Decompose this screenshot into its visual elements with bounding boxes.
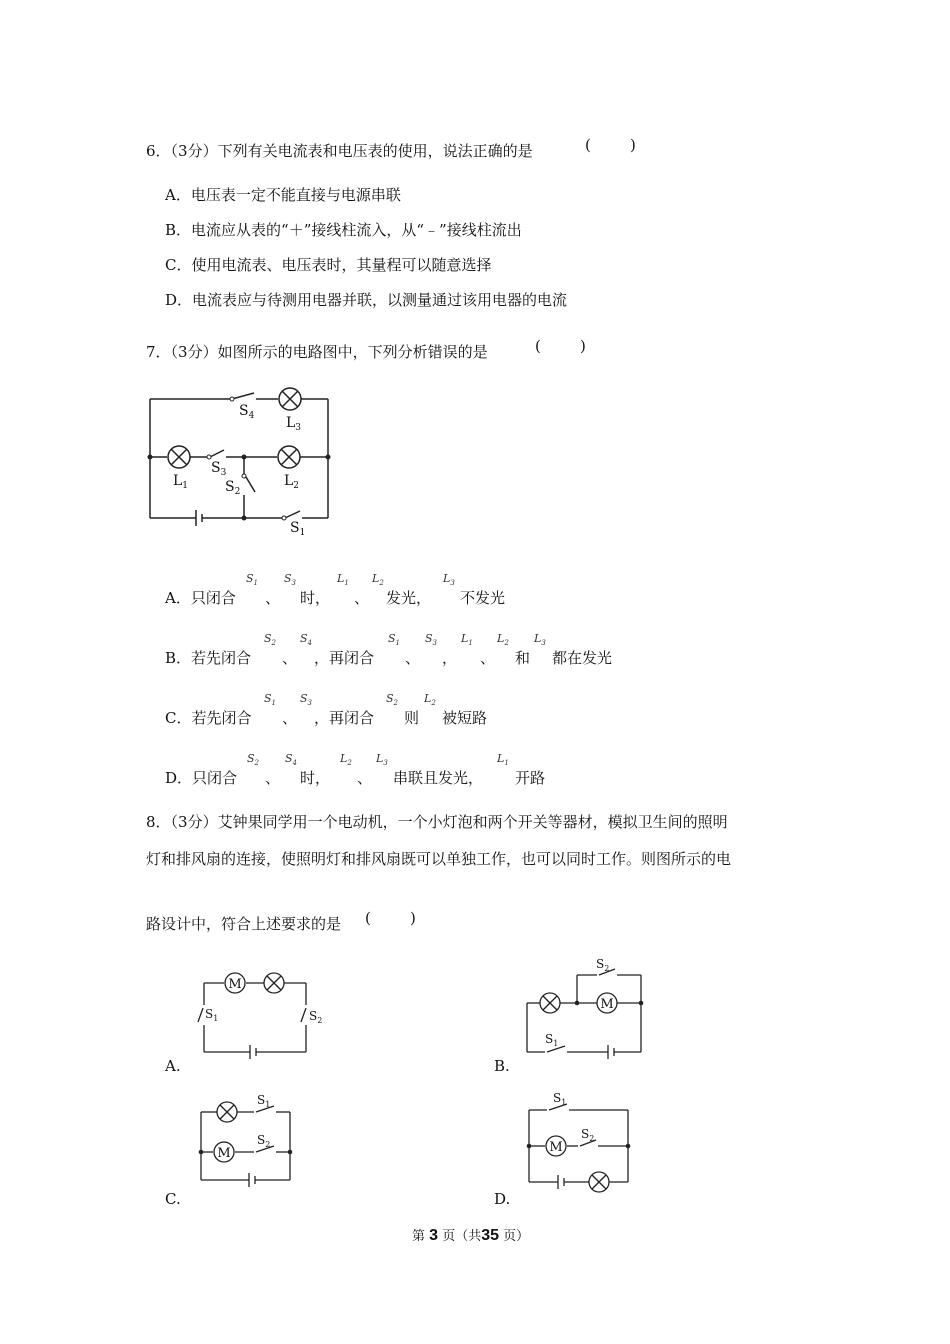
q6-stem: 6．（3分）下列有关电流表和电压表的使用，说法正确的是 xyxy=(146,142,533,160)
q8-option-b-label: B. xyxy=(494,1057,510,1075)
q7-answer-paren-open: ( xyxy=(535,337,541,355)
q7a-text: 时， xyxy=(300,589,331,607)
q8-b-s1: $S_1$ xyxy=(545,1032,559,1048)
q7b-symbol: $L_3$ xyxy=(534,632,546,648)
q8-motor-b: M xyxy=(600,997,614,1012)
q7a-text: A．只闭合 xyxy=(165,589,236,607)
q8-d-s2: $S_2$ xyxy=(581,1127,595,1143)
q8-c-s2: $S_2$ xyxy=(257,1133,271,1149)
q6-option-d: D．电流表应与待测用电器并联，以测量通过该用电器的电流 xyxy=(165,291,568,309)
q7b-text: 、 xyxy=(282,649,298,667)
q8-answer-paren-close: ) xyxy=(410,909,416,927)
q7b-symbol: $L_2$ xyxy=(497,632,509,648)
q7-label-s4: $S_4$ xyxy=(239,403,255,421)
q7b-symbol: $S_3$ xyxy=(425,632,438,648)
footer-text: 第 xyxy=(412,1229,426,1244)
q7d-text: D．只闭合 xyxy=(165,769,238,787)
q7d-text: 、 xyxy=(265,769,281,787)
q7b-symbol: $L_1$ xyxy=(461,632,473,648)
q6-option-b: B．电流应从表的“＋”接线柱流入，从“﹣”接线柱流出 xyxy=(165,221,522,239)
q7c-text: 被短路 xyxy=(442,709,488,727)
q7-label-l3: $L_3$ xyxy=(286,415,302,433)
q7d-text: 开路 xyxy=(515,769,546,787)
q8-motor-d: M xyxy=(549,1140,563,1155)
q7a-symbol: $L_3$ xyxy=(443,572,455,588)
q7d-symbol: $L_3$ xyxy=(376,752,388,768)
q7b-text: ，再闭合 xyxy=(314,649,375,667)
page-footer xyxy=(412,1227,529,1246)
q7b-text: B．若先闭合 xyxy=(165,649,252,667)
q8-b-s2: $S_2$ xyxy=(596,957,610,973)
q7d-symbol: $S_4$ xyxy=(285,752,298,768)
q7d-text: 、 xyxy=(357,769,373,787)
q7c-symbol: $S_2$ xyxy=(386,692,399,708)
q8-motor-a: M xyxy=(228,977,242,992)
q7c-text: ，再闭合 xyxy=(314,709,375,727)
q7-stem: 7．（3分）如图所示的电路图中，下列分析错误的是 xyxy=(146,343,488,361)
q8-circuit-d xyxy=(529,1104,628,1192)
q8-stem-line1: 8．（3分）艾钟果同学用一个电动机，一个小灯泡和两个开关等器材，模拟卫生间的照明 xyxy=(146,813,728,831)
q7-label-l2: $L_2$ xyxy=(284,473,300,491)
q7d-symbol: $L_1$ xyxy=(497,752,509,768)
q7c-symbol: $S_3$ xyxy=(300,692,313,708)
q8-a-s1: $S_1$ xyxy=(205,1007,219,1023)
q7b-symbol: $S_2$ xyxy=(264,632,277,648)
q7c-text: C．若先闭合 xyxy=(165,709,252,727)
q7a-symbol: $L_1$ xyxy=(337,572,349,588)
footer-total-pages: 35 xyxy=(481,1227,500,1244)
q8-motor-c: M xyxy=(217,1146,231,1161)
q6-answer-paren-open: ( xyxy=(585,136,591,154)
footer-page-number: 3 xyxy=(429,1227,439,1244)
q8-circuit-c xyxy=(201,1102,290,1187)
q7b-symbol: $S_1$ xyxy=(388,632,401,648)
q6-answer-paren-close: ) xyxy=(630,136,636,154)
q8-option-c-label: C. xyxy=(165,1190,181,1208)
q7d-symbol: $L_2$ xyxy=(340,752,352,768)
footer-text: 页（共 xyxy=(442,1229,482,1244)
q7b-symbol: $S_4$ xyxy=(300,632,313,648)
q7c-symbol: $L_2$ xyxy=(424,692,436,708)
q7-label-s2: $S_2$ xyxy=(225,479,241,497)
q7d-text: 串联且发光， xyxy=(393,769,484,787)
q7-answer-paren-close: ) xyxy=(580,337,586,355)
q7a-text: 、 xyxy=(265,589,281,607)
q7c-symbol: $S_1$ xyxy=(264,692,277,708)
q8-d-s1: $S_1$ xyxy=(553,1091,567,1107)
q8-c-s1: $S_1$ xyxy=(257,1093,271,1109)
q7a-symbol: $L_2$ xyxy=(372,572,384,588)
q7b-text: 、 xyxy=(480,649,496,667)
q7d-text: 时， xyxy=(300,769,331,787)
q7-label-s3: $S_3$ xyxy=(211,460,227,478)
q7b-text: 、 xyxy=(405,649,421,667)
q7d-symbol: $S_2$ xyxy=(247,752,260,768)
footer-text: 页） xyxy=(503,1229,530,1244)
q7a-text: 不发光 xyxy=(460,589,506,607)
q6-option-a: A．电压表一定不能直接与电源串联 xyxy=(165,186,401,204)
q7c-text: 、 xyxy=(282,709,298,727)
q8-option-a-label: A. xyxy=(165,1057,181,1075)
q7b-text: 和 xyxy=(515,649,531,667)
q8-answer-paren-open: ( xyxy=(365,909,371,927)
q7a-text: 发光， xyxy=(386,589,432,607)
q8-stem-line3: 路设计中，符合上述要求的是 xyxy=(146,915,342,933)
q7b-text: 都在发光 xyxy=(552,649,613,667)
q7a-symbol: $S_1$ xyxy=(246,572,259,588)
q6-option-c: C．使用电流表、电压表时，其量程可以随意选择 xyxy=(165,256,492,274)
q7-label-s1: $S_1$ xyxy=(290,520,306,538)
q7b-text: ， xyxy=(442,649,458,667)
q7a-symbol: $S_3$ xyxy=(284,572,297,588)
q7-label-l1: $L_1$ xyxy=(173,473,189,491)
q8-stem-line2: 灯和排风扇的连接，使照明灯和排风扇既可以单独工作，也可以同时工作。则图所示的电 xyxy=(146,850,732,868)
q7a-text: 、 xyxy=(354,589,370,607)
q8-option-d-label: D. xyxy=(494,1190,511,1208)
q7c-text: 则 xyxy=(404,709,420,727)
q8-a-s2: $S_2$ xyxy=(309,1009,323,1025)
